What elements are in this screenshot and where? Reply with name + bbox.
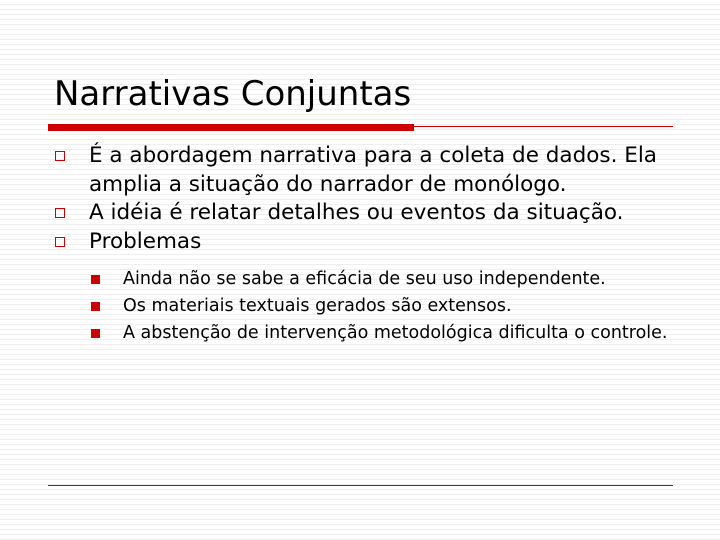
sub-bullet-list: [54, 266, 684, 347]
sub-bullet-item: [54, 320, 668, 347]
bullet-item: [54, 228, 684, 257]
filled-square-icon: [91, 329, 100, 338]
sub-bullet-text: Os materiais textuais gerados são extensos.: [123, 296, 512, 316]
bullet-text: A idéia é relatar detalhes ou eventos da situação.: [89, 200, 624, 225]
hollow-square-icon: [55, 208, 65, 218]
hollow-square-icon: [55, 237, 65, 247]
slide-body: [54, 142, 684, 347]
bullet-item: [54, 199, 684, 228]
sub-bullet-text: Ainda não se sabe a eficácia de seu uso independente.: [123, 269, 606, 289]
bullet-text: É a abordagem narrativa para a coleta de dados. Ela amplia a situação do narrador de monólogo.: [89, 143, 657, 197]
footer-divider-line: [48, 485, 673, 486]
filled-square-icon: [91, 302, 100, 311]
filled-square-icon: [91, 275, 100, 284]
bullet-item: [54, 142, 684, 199]
sub-bullet-text: A abstenção de intervenção metodológica dificulta o controle.: [123, 323, 668, 343]
title-accent-bar: [48, 124, 414, 131]
sub-bullet-item: [54, 266, 668, 293]
bullet-text: Problemas: [89, 228, 202, 254]
sub-bullet-item: [54, 293, 668, 320]
slide-title: Narrativas Conjuntas: [54, 74, 412, 114]
hollow-square-icon: [55, 151, 65, 161]
